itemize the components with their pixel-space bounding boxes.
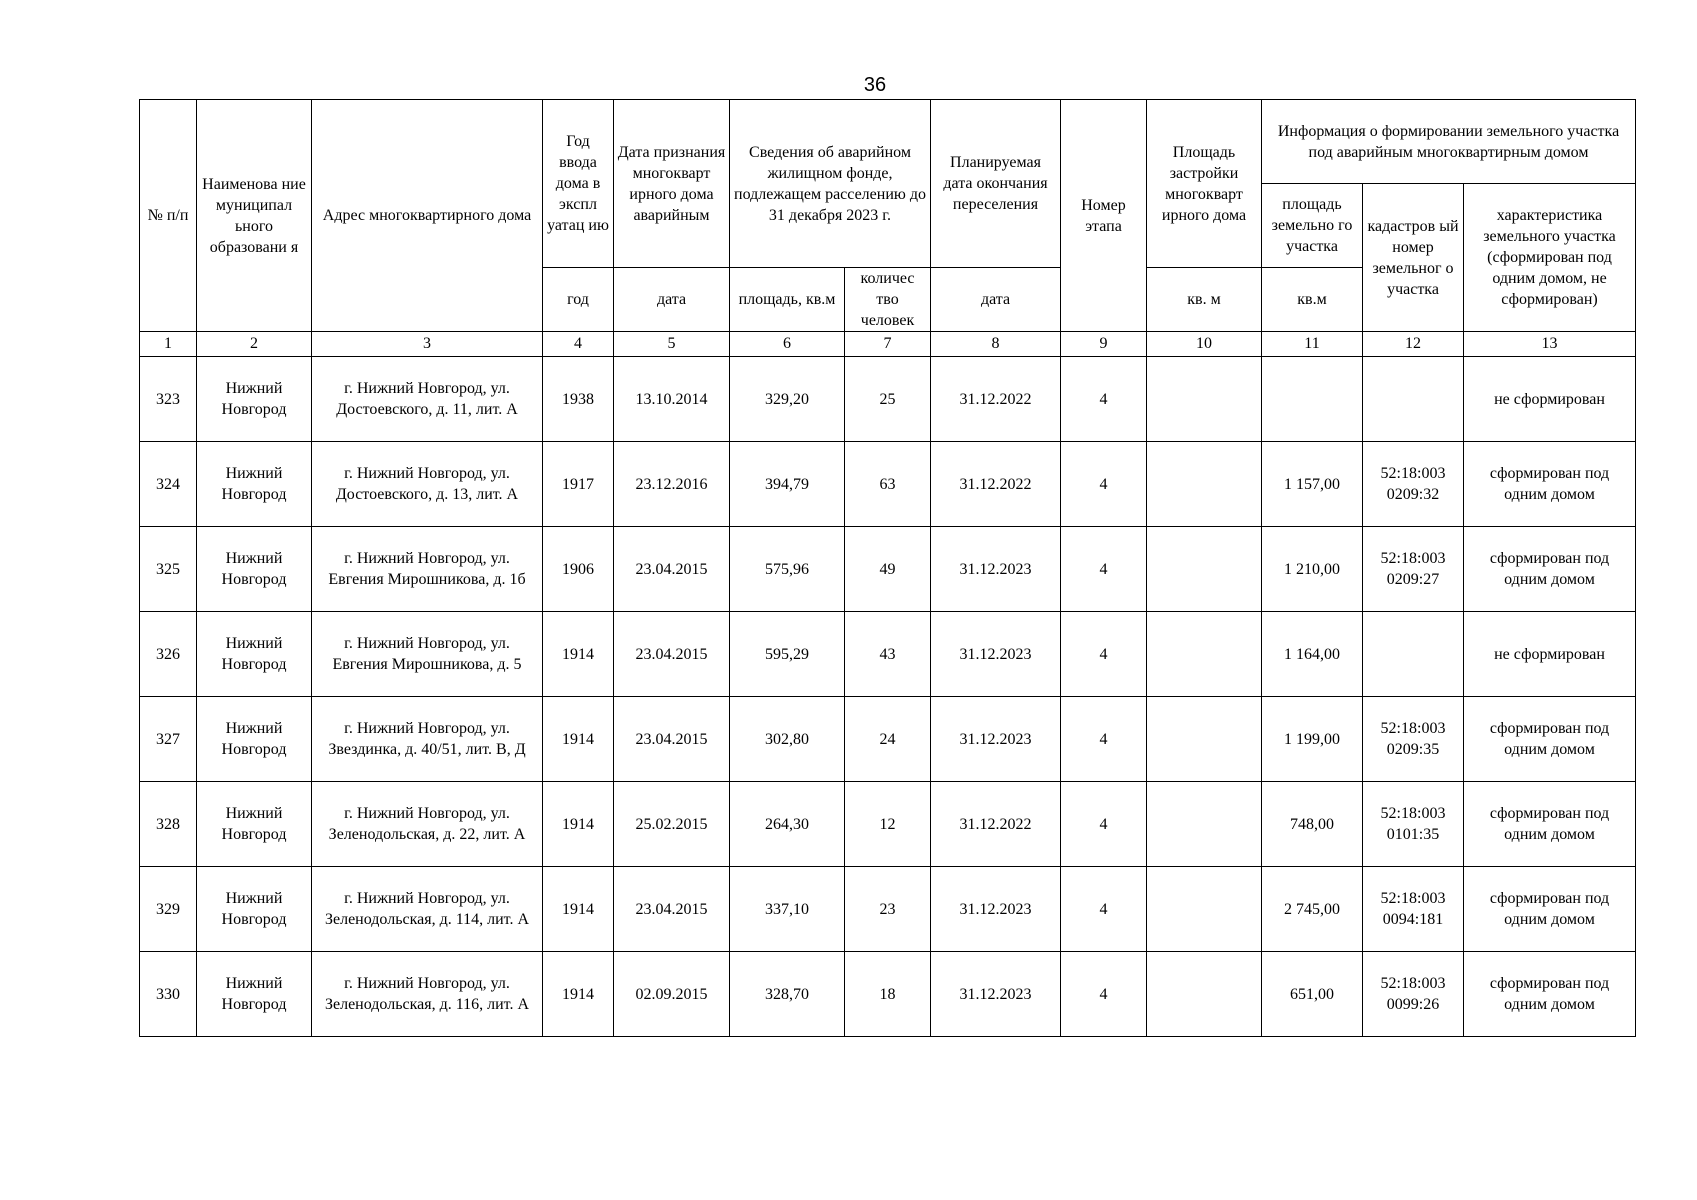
cadastral-cell: 52:18:003 0101:35 — [1363, 782, 1464, 867]
column-number: 1 — [140, 332, 197, 357]
year-cell: 1917 — [543, 442, 614, 527]
address-cell: г. Нижний Новгород, ул. Звездинка, д. 40/51, лит. В, Д — [312, 697, 543, 782]
municipality-cell: Нижний Новгород — [197, 952, 312, 1037]
area-cell: 264,30 — [730, 782, 845, 867]
address-cell: г. Нижний Новгород, ул. Евгения Мирошникова, д. 5 — [312, 612, 543, 697]
cadastral-cell — [1363, 357, 1464, 442]
header-date-recognized: Дата признания многокварт ирного дома аварийным — [614, 100, 730, 268]
area-cell: 595,29 — [730, 612, 845, 697]
area-cell: 575,96 — [730, 527, 845, 612]
row-number: 325 — [140, 527, 197, 612]
header-year-commissioned: Год ввода дома в экспл уатац ию — [543, 100, 614, 268]
column-number: 10 — [1147, 332, 1262, 357]
address-cell: г. Нижний Новгород, ул. Евгения Мирошникова, д. 1б — [312, 527, 543, 612]
header-land-status: характеристика земельного участка (сформирован под одним домом, не сформирован) — [1464, 184, 1636, 332]
municipality-cell: Нижний Новгород — [197, 527, 312, 612]
address-cell: г. Нижний Новгород, ул. Достоевского, д. 13, лит. А — [312, 442, 543, 527]
stage-cell: 4 — [1061, 357, 1147, 442]
page-number: 36 — [863, 74, 887, 96]
unit-build-area: кв. м — [1147, 268, 1262, 332]
land-area-cell: 748,00 — [1262, 782, 1363, 867]
address-cell: г. Нижний Новгород, ул. Зеленодольская, д. 114, лит. А — [312, 867, 543, 952]
date-recognized-cell: 23.04.2015 — [614, 527, 730, 612]
people-cell: 49 — [845, 527, 931, 612]
people-cell: 23 — [845, 867, 931, 952]
table-row — [140, 782, 1636, 867]
land-status-cell: сформирован под одним домом — [1464, 697, 1636, 782]
address-cell: г. Нижний Новгород, ул. Достоевского, д. 11, лит. А — [312, 357, 543, 442]
unit-land-area: кв.м — [1262, 268, 1363, 332]
row-number: 324 — [140, 442, 197, 527]
land-status-cell: сформирован под одним домом — [1464, 782, 1636, 867]
column-number: 2 — [197, 332, 312, 357]
year-cell: 1914 — [543, 697, 614, 782]
date-recognized-cell: 23.12.2016 — [614, 442, 730, 527]
row-number: 328 — [140, 782, 197, 867]
build-area-cell — [1147, 612, 1262, 697]
unit-planned-date: дата — [931, 268, 1061, 332]
land-status-cell: сформирован под одним домом — [1464, 867, 1636, 952]
people-cell: 63 — [845, 442, 931, 527]
table-header — [140, 100, 1636, 332]
row-number: 326 — [140, 612, 197, 697]
municipality-cell: Нижний Новгород — [197, 357, 312, 442]
planned-date-cell: 31.12.2023 — [931, 527, 1061, 612]
column-numbers-row — [140, 332, 1636, 357]
table-row — [140, 442, 1636, 527]
year-cell: 1914 — [543, 952, 614, 1037]
stage-cell: 4 — [1061, 952, 1147, 1037]
land-area-cell: 2 745,00 — [1262, 867, 1363, 952]
municipality-cell: Нижний Новгород — [197, 867, 312, 952]
build-area-cell — [1147, 527, 1262, 612]
column-number: 8 — [931, 332, 1061, 357]
cadastral-cell — [1363, 612, 1464, 697]
land-area-cell: 1 164,00 — [1262, 612, 1363, 697]
land-status-cell: сформирован под одним домом — [1464, 952, 1636, 1037]
planned-date-cell: 31.12.2022 — [931, 442, 1061, 527]
planned-date-cell: 31.12.2023 — [931, 697, 1061, 782]
header-emergency-fund: Сведения об аварийном жилищном фонде, подлежащем расселению до 31 декабря 2023 г. — [730, 100, 931, 268]
area-cell: 337,10 — [730, 867, 845, 952]
municipality-cell: Нижний Новгород — [197, 782, 312, 867]
header-build-area: Площадь застройки многокварт ирного дома — [1147, 100, 1262, 268]
row-number: 327 — [140, 697, 197, 782]
area-cell: 328,70 — [730, 952, 845, 1037]
date-recognized-cell: 23.04.2015 — [614, 697, 730, 782]
row-number: 329 — [140, 867, 197, 952]
municipality-cell: Нижний Новгород — [197, 612, 312, 697]
column-number: 7 — [845, 332, 931, 357]
column-number: 13 — [1464, 332, 1636, 357]
table-row — [140, 867, 1636, 952]
address-cell: г. Нижний Новгород, ул. Зеленодольская, д. 22, лит. А — [312, 782, 543, 867]
year-cell: 1906 — [543, 527, 614, 612]
land-status-cell: не сформирован — [1464, 612, 1636, 697]
row-number: 323 — [140, 357, 197, 442]
stage-cell: 4 — [1061, 612, 1147, 697]
land-area-cell: 1 157,00 — [1262, 442, 1363, 527]
year-cell: 1914 — [543, 867, 614, 952]
unit-date: дата — [614, 268, 730, 332]
unit-people: количес тво человек — [845, 268, 931, 332]
people-cell: 18 — [845, 952, 931, 1037]
column-number: 9 — [1061, 332, 1147, 357]
build-area-cell — [1147, 442, 1262, 527]
header-municipality: Наименова ние муниципал ьного образовани я — [197, 100, 312, 332]
land-area-cell: 1 210,00 — [1262, 527, 1363, 612]
stage-cell: 4 — [1061, 697, 1147, 782]
land-area-cell: 651,00 — [1262, 952, 1363, 1037]
cadastral-cell: 52:18:003 0099:26 — [1363, 952, 1464, 1037]
column-number: 3 — [312, 332, 543, 357]
cadastral-cell: 52:18:003 0209:27 — [1363, 527, 1464, 612]
header-land-info: Информация о формировании земельного участка под аварийным многоквартирным домом — [1262, 100, 1636, 184]
build-area-cell — [1147, 867, 1262, 952]
table-row — [140, 527, 1636, 612]
people-cell: 24 — [845, 697, 931, 782]
area-cell: 394,79 — [730, 442, 845, 527]
table-row — [140, 697, 1636, 782]
row-number: 330 — [140, 952, 197, 1037]
land-status-cell: сформирован под одним домом — [1464, 442, 1636, 527]
date-recognized-cell: 23.04.2015 — [614, 612, 730, 697]
column-number: 12 — [1363, 332, 1464, 357]
cadastral-cell: 52:18:003 0209:35 — [1363, 697, 1464, 782]
column-number: 5 — [614, 332, 730, 357]
date-recognized-cell: 23.04.2015 — [614, 867, 730, 952]
header-planned-date: Планируемая дата окончания переселения — [931, 100, 1061, 268]
land-area-cell — [1262, 357, 1363, 442]
header-row-number: № п/п — [140, 100, 197, 332]
column-number: 4 — [543, 332, 614, 357]
cadastral-cell: 52:18:003 0094:181 — [1363, 867, 1464, 952]
area-cell: 329,20 — [730, 357, 845, 442]
planned-date-cell: 31.12.2022 — [931, 357, 1061, 442]
build-area-cell — [1147, 952, 1262, 1037]
build-area-cell — [1147, 357, 1262, 442]
date-recognized-cell: 13.10.2014 — [614, 357, 730, 442]
table-row — [140, 357, 1636, 442]
date-recognized-cell: 02.09.2015 — [614, 952, 730, 1037]
planned-date-cell: 31.12.2022 — [931, 782, 1061, 867]
header-cadastral: кадастров ый номер земельног о участка — [1363, 184, 1464, 332]
table-body — [140, 332, 1636, 1037]
people-cell: 12 — [845, 782, 931, 867]
stage-cell: 4 — [1061, 527, 1147, 612]
header-land-area: площадь земельно го участка — [1262, 184, 1363, 268]
year-cell: 1938 — [543, 357, 614, 442]
land-status-cell: не сформирован — [1464, 357, 1636, 442]
municipality-cell: Нижний Новгород — [197, 697, 312, 782]
build-area-cell — [1147, 782, 1262, 867]
stage-cell: 4 — [1061, 867, 1147, 952]
date-recognized-cell: 25.02.2015 — [614, 782, 730, 867]
header-stage: Номер этапа — [1061, 100, 1147, 332]
land-status-cell: сформирован под одним домом — [1464, 527, 1636, 612]
people-cell: 25 — [845, 357, 931, 442]
unit-area: площадь, кв.м — [730, 268, 845, 332]
area-cell: 302,80 — [730, 697, 845, 782]
municipality-cell: Нижний Новгород — [197, 442, 312, 527]
unit-year: год — [543, 268, 614, 332]
people-cell: 43 — [845, 612, 931, 697]
year-cell: 1914 — [543, 782, 614, 867]
year-cell: 1914 — [543, 612, 614, 697]
column-number: 11 — [1262, 332, 1363, 357]
header-address: Адрес многоквартирного дома — [312, 100, 543, 332]
build-area-cell — [1147, 697, 1262, 782]
stage-cell: 4 — [1061, 442, 1147, 527]
planned-date-cell: 31.12.2023 — [931, 612, 1061, 697]
land-area-cell: 1 199,00 — [1262, 697, 1363, 782]
table-row — [140, 952, 1636, 1037]
planned-date-cell: 31.12.2023 — [931, 952, 1061, 1037]
emergency-housing-table — [139, 99, 1636, 1037]
stage-cell: 4 — [1061, 782, 1147, 867]
planned-date-cell: 31.12.2023 — [931, 867, 1061, 952]
address-cell: г. Нижний Новгород, ул. Зеленодольская, д. 116, лит. А — [312, 952, 543, 1037]
column-number: 6 — [730, 332, 845, 357]
cadastral-cell: 52:18:003 0209:32 — [1363, 442, 1464, 527]
table-row — [140, 612, 1636, 697]
